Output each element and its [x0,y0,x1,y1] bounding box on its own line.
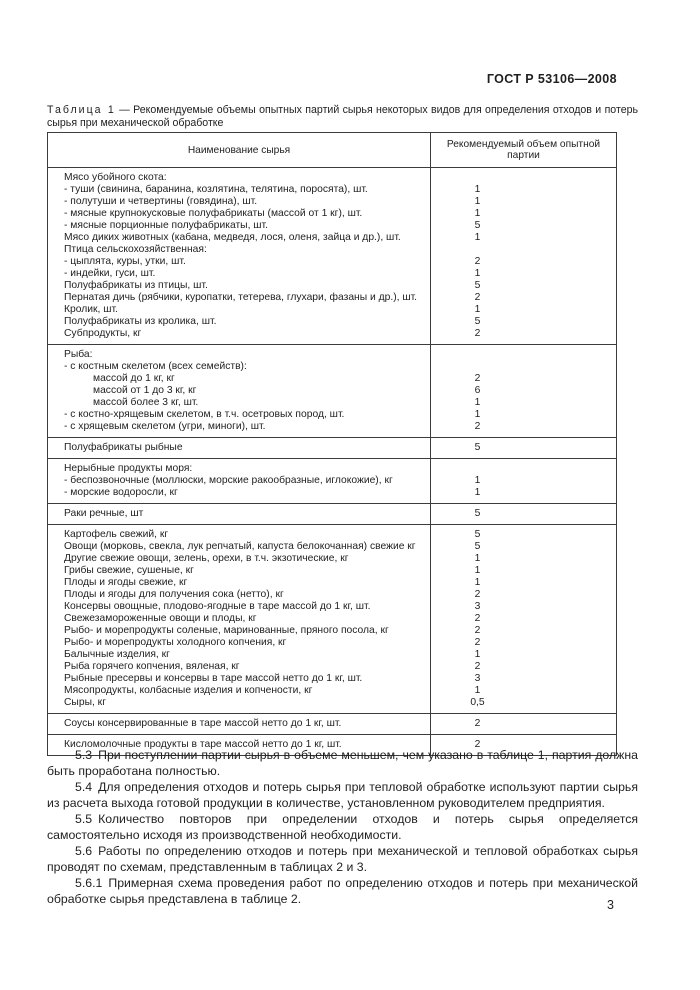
column-header-name: Наименование сырья [187,144,291,156]
row-volume-value: 1 [431,409,617,421]
table-row [48,184,617,196]
table-row [48,256,617,268]
table-caption-label: Таблица 1 [47,103,116,116]
table-row [48,438,617,459]
row-volume-value [431,361,617,373]
table-row [48,625,617,637]
row-volume-value: 5 [431,220,617,232]
row-volume-value: 1 [431,649,617,661]
table-row [48,292,617,304]
row-material-name: Мясо диких животных (кабана, медведя, лося, оленя, зайца и др.), шт. [64,232,401,243]
clause-number: 5.4 [75,780,93,794]
row-material-name: массой до 1 кг, кг [93,373,175,384]
table-row [48,649,617,661]
clause-paragraph: 5.5 Количество повторов при определении отходов и потерь сырья определяется самостоятельно исходя из производственной необходимости. [47,812,638,842]
table-row [48,553,617,565]
row-material-name: - с костно-хрящевым скелетом, в т.ч. осетровых пород, шт. [64,409,345,420]
row-material-name: Грибы свежие, сушеные, кг [64,565,194,576]
row-material-name: Мясопродукты, колбасные изделия и копчености, кг [64,685,313,696]
row-volume-value [431,244,617,256]
row-volume-value: 2 [431,292,617,304]
row-volume-value: 1 [431,268,617,280]
row-material-name: Плоды и ягоды для получения сока (нетто), кг [64,589,284,600]
row-material-name: Рыба горячего копчения, вяленая, кг [64,661,240,672]
row-material-name: Кролик, шт. [64,304,118,315]
row-material-name: Пернатая дичь (рябчики, куропатки, тетерева, глухари, фазаны и др.), шт. [64,292,418,303]
row-volume-value [431,345,617,362]
clause-number: 5.3 [75,748,93,762]
row-volume-value: 2 [431,328,617,345]
table-row [48,385,617,397]
clause-number: 5.6.1 [75,876,103,890]
document-code: ГОСТ Р 53106—2008 [486,72,617,86]
row-material-name: Раки речные, шт [64,508,144,519]
row-volume-value: 2 [431,625,617,637]
table-row [48,345,617,362]
row-material-name: - морские водоросли, кг [64,487,178,498]
table-row [48,196,617,208]
table-row [48,697,617,714]
table-row [48,637,617,649]
clause-paragraph: 5.4 Для определения отходов и потерь сырья при тепловой обработке используют партии сырья из расчета выхода готовой продукции в количестве, установленном руководителем предприятия. [47,780,638,810]
table-row [48,661,617,673]
row-material-name: - мясные порционные полуфабрикаты, шт. [64,220,268,231]
row-material-name: Полуфабрикаты рыбные [64,442,183,453]
row-volume-value: 1 [431,475,617,487]
row-volume-value: 2 [431,421,617,438]
row-material-name: Плоды и ягоды свежие, кг [64,577,188,588]
table-row [48,244,617,256]
table-row [48,232,617,244]
row-material-name: Рыба: [64,349,93,360]
row-material-name: - с костным скелетом (всех семейств): [64,361,247,372]
table-section [48,504,617,525]
row-material-name: Полуфабрикаты из кролика, шт. [64,316,217,327]
row-volume-value: 1 [431,577,617,589]
row-material-name: - цыплята, куры, утки, шт. [64,256,186,267]
table-row [48,361,617,373]
row-material-name: Рыбо- и морепродукты холодного копчения, кг [64,637,287,648]
row-material-name: - мясные крупнокусковые полуфабрикаты (массой от 1 кг), шт. [64,208,363,219]
table-row [48,685,617,697]
table-caption [47,104,638,130]
row-material-name: - туши (свинина, баранина, козлятина, телятина, поросята), шт. [64,184,368,195]
table-row [48,613,617,625]
row-material-name: Мясо убойного скота: [64,172,167,183]
row-volume-value: 2 [431,714,617,735]
row-material-name: Кисломолочные продукты в таре массой нетто до 1 кг, шт. [64,739,342,750]
table-row [48,280,617,292]
table-row [48,565,617,577]
row-material-name: Овощи (морковь, свекла, лук репчатый, капуста белокочанная) свежие кг [64,541,416,552]
table-section [48,345,617,438]
row-volume-value: 1 [431,397,617,409]
table-header-row [48,133,617,168]
row-material-name: Субпродукты, кг [64,328,142,339]
page-number: 3 [607,898,614,912]
table-row [48,328,617,345]
row-volume-value: 1 [431,487,617,504]
row-material-name: Нерыбные продукты моря: [64,463,193,474]
row-volume-value: 0,5 [431,697,617,714]
table-section [48,438,617,459]
row-volume-value: 2 [431,589,617,601]
row-volume-value: 1 [431,565,617,577]
row-volume-value: 1 [431,685,617,697]
row-material-name: Консервы овощные, плодово-ягодные в таре массой до 1 кг, шт. [64,601,371,612]
row-material-name: Рыбо- и морепродукты соленые, маринованные, пряного посола, кг [64,625,389,636]
row-volume-value: 2 [431,637,617,649]
raw-materials-table [47,132,617,756]
table-header [48,133,617,168]
row-material-name: Картофель свежий, кг [64,529,169,540]
row-material-name: массой более 3 кг, шт. [93,397,199,408]
clause-paragraph: 5.6 Работы по определению отходов и потерь при механической и тепловой обработках сырья проводят по схемам, представленным в таблицах 2 и 3. [47,844,638,874]
table-section [48,714,617,735]
table-row [48,504,617,525]
table-row [48,397,617,409]
row-volume-value: 2 [431,256,617,268]
row-volume-value [431,459,617,476]
body-paragraphs [47,747,638,907]
row-material-name: Полуфабрикаты из птицы, шт. [64,280,208,291]
row-volume-value [431,168,617,185]
column-header-volume: Рекомендуемый объем опытной партии [431,133,617,168]
row-material-name: Рыбные пресервы и консервы в таре массой нетто до 1 кг, шт. [64,673,363,684]
row-volume-value: 1 [431,232,617,244]
row-volume-value: 5 [431,280,617,292]
table-row [48,487,617,504]
row-volume-value: 5 [431,504,617,525]
row-material-name: Соусы консервированные в таре массой нетто до 1 кг, шт. [64,718,342,729]
table-row [48,589,617,601]
table-row [48,714,617,735]
row-volume-value: 5 [431,541,617,553]
row-volume-value: 1 [431,208,617,220]
row-volume-value: 5 [431,316,617,328]
table-row [48,304,617,316]
table-row [48,421,617,438]
row-volume-value: 2 [431,613,617,625]
row-volume-value: 2 [431,373,617,385]
row-volume-value: 3 [431,673,617,685]
row-volume-value: 2 [431,735,617,756]
table-section [48,525,617,714]
clause-number: 5.6 [75,844,93,858]
row-volume-value: 2 [431,661,617,673]
row-material-name: - полутуши и четвертины (говядина), шт. [64,196,258,207]
table-row [48,168,617,185]
table-row [48,409,617,421]
table-section [48,459,617,504]
table-row [48,373,617,385]
row-volume-value: 5 [431,438,617,459]
clause-paragraph: 5.3 При поступлении партии сырья в объеме меньшем, чем указано в таблице 1, партия должна быть проработана полностью. [47,748,638,778]
table-row [48,459,617,476]
clause-number: 5.5 [75,812,93,826]
table-row [48,577,617,589]
clause-paragraph: 5.6.1 Примерная схема проведения работ по определению отходов и потерь при механической обработке сырья представлена в таблице 2. [47,876,638,906]
table-row [48,208,617,220]
row-volume-value: 1 [431,553,617,565]
row-material-name: Другие свежие овощи, зелень, орехи, в т.ч. экзотические, кг [64,553,349,564]
table-row [48,268,617,280]
row-volume-value: 3 [431,601,617,613]
row-volume-value: 1 [431,304,617,316]
table-caption-text: — Рекомендуемые объемы опытных партий сырья некоторых видов для определения отходов и потерь сырья при механической обработке [47,103,639,129]
row-material-name: Балычные изделия, кг [64,649,170,660]
row-material-name: Свежезамороженные овощи и плоды, кг [64,613,257,624]
row-material-name: массой от 1 до 3 кг, кг [93,385,197,396]
row-material-name: - беспозвоночные (моллюски, морские ракообразные, иглокожие), кг [64,475,393,486]
table-row [48,475,617,487]
row-material-name: Птица сельскохозяйственная: [64,244,207,255]
row-volume-value: 5 [431,525,617,542]
row-material-name: - индейки, гуси, шт. [64,268,156,279]
row-material-name: Сыры, кг [64,697,106,708]
row-material-name: - с хрящевым скелетом (угри, миноги), шт. [64,421,266,432]
table-row [48,601,617,613]
table-section [48,168,617,345]
table-row [48,673,617,685]
row-volume-value: 1 [431,184,617,196]
table-row [48,316,617,328]
table-row [48,525,617,542]
table-row [48,220,617,232]
row-volume-value: 6 [431,385,617,397]
row-volume-value: 1 [431,196,617,208]
table-row [48,541,617,553]
